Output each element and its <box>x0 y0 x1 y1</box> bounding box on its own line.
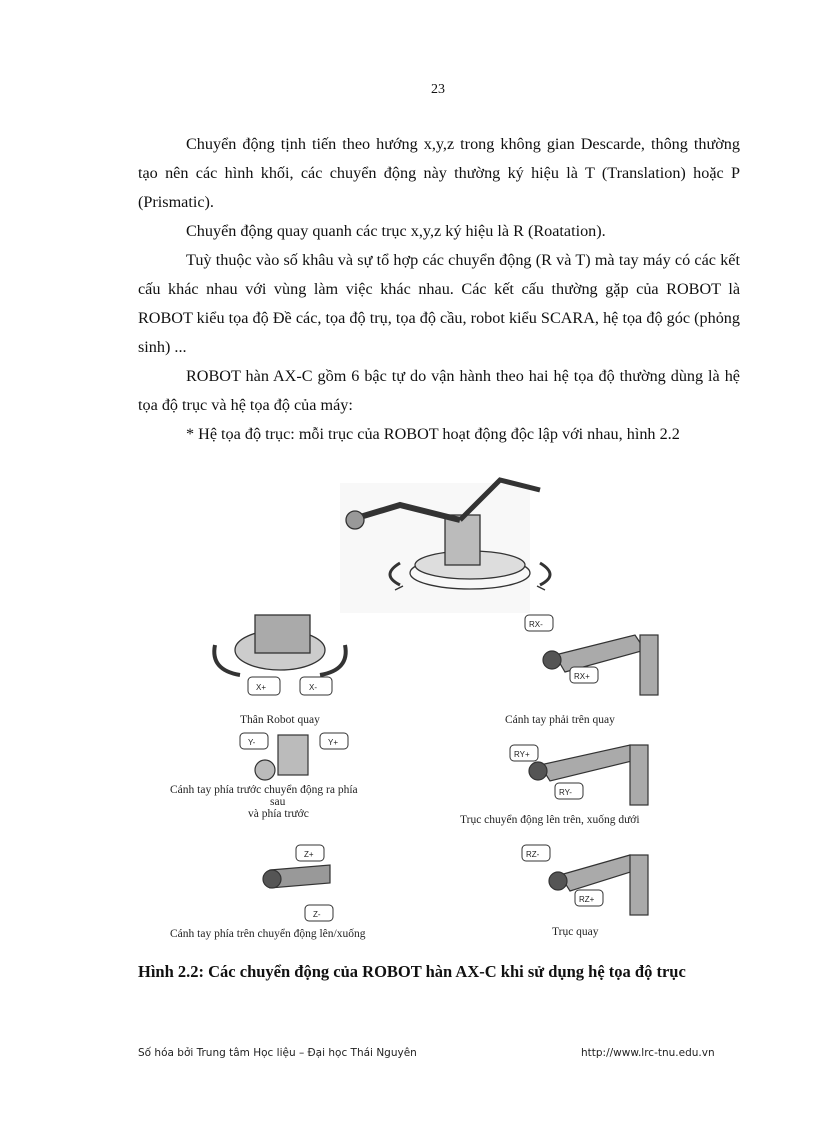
panel-wrist-rz <box>522 845 648 938</box>
x-minus-key-label: X- <box>309 683 317 692</box>
caption-forearm-line2: sau <box>270 796 286 808</box>
paragraph-rotation: Chuyển động quay quanh các trục x,y,z ký hiệu là R (Roatation). <box>186 222 606 240</box>
rx-plus-key-label: RX+ <box>574 672 590 681</box>
wrist-rx-illustration <box>543 635 658 695</box>
ry-minus-key-label: RY- <box>559 788 572 797</box>
footer-url: http://www.lrc-tnu.edu.vn <box>581 1047 715 1059</box>
caption-forearm-line1: Cánh tay phía trước chuyển động ra phía <box>170 784 358 796</box>
x-plus-key-label: X+ <box>256 683 267 692</box>
rz-minus-key-label: RZ- <box>526 850 540 859</box>
caption-wrist-rx: Cánh tay phải trên quay <box>505 714 615 726</box>
robot-overview-illustration <box>340 480 550 613</box>
upper-arm-illustration <box>263 865 330 888</box>
caption-base-rotation: Thân Robot quay <box>240 714 320 726</box>
paragraph-axis-system: * Hệ tọa độ trục: mỗi trục của ROBOT hoạt động độc lập với nhau, hình 2.2 <box>186 425 680 443</box>
panel-wrist-ry <box>460 745 648 826</box>
figure-caption: Hình 2.2: Các chuyển động của ROBOT hàn AX-C khi sử dụng hệ tọa độ trục <box>138 962 686 981</box>
base-rotation-illustration <box>214 615 345 675</box>
rx-minus-key-label: RX- <box>529 620 543 629</box>
y-plus-key-label: Y+ <box>328 738 339 747</box>
z-plus-key-label: Z+ <box>304 850 314 859</box>
paragraph-axc: ROBOT hàn AX-C gồm 6 bậc tự do vận hành theo hai hệ tọa độ thường dùng là hệ tọa độ trục và hệ tọa độ của máy: <box>138 367 740 414</box>
panel-base-rotation <box>214 615 345 726</box>
panel-forearm <box>170 733 358 820</box>
z-minus-key-label: Z- <box>313 910 321 919</box>
caption-wrist-rz: Trục quay <box>552 926 599 938</box>
panel-wrist-rx <box>505 615 658 726</box>
body-text <box>138 130 740 449</box>
y-minus-key-label: Y- <box>248 738 256 747</box>
wrist-ry-illustration <box>529 745 648 805</box>
robot-motion-figure <box>160 465 715 945</box>
caption-upper-arm: Cánh tay phía trên chuyển động lên/xuống <box>170 928 366 940</box>
rz-plus-key-label: RZ+ <box>579 895 595 904</box>
paragraph-structures: Tuỳ thuộc vào số khâu và sự tổ hợp các chuyển động (R và T) mà tay máy có các kết cấu khác nhau với vùng làm việc khác nhau. Các kết cấu thường gặp của ROBOT là ROBOT kiểu tọa độ Đề các, tọa độ trụ, tọa độ cầu, robot kiểu SCARA, hệ tọa độ góc (phỏng sinh) ... <box>138 251 740 356</box>
footer-source: Số hóa bởi Trung tâm Học liệu – Đại học Thái Nguyên <box>138 1047 417 1059</box>
caption-forearm-line3: và phía trước <box>248 808 309 820</box>
ry-plus-key-label: RY+ <box>514 750 530 759</box>
page-number: 23 <box>431 82 445 97</box>
caption-wrist-ry: Trục chuyển động lên trên, xuống dưới <box>460 814 640 826</box>
robot-figure-svg <box>160 465 715 945</box>
paragraph-translation: Chuyển động tịnh tiến theo hướng x,y,z trong không gian Descarde, thông thường tạo nên các hình khối, các chuyển động này thường ký hiệu là T (Translation) hoặc P (Prismatic). <box>138 135 740 211</box>
panel-upper-arm <box>170 845 366 940</box>
